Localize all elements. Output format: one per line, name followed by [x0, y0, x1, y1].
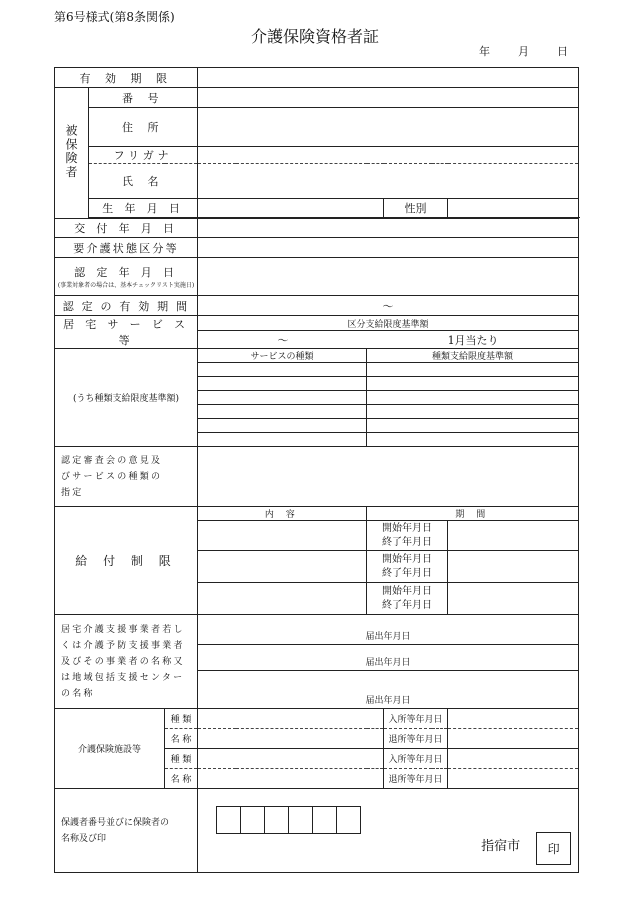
admission-date-field[interactable]: [448, 709, 579, 729]
insurer-number-boxes[interactable]: [216, 806, 578, 834]
facility-name-field[interactable]: [198, 769, 384, 789]
date-year-label: 年: [479, 45, 490, 58]
insurer-city-name: 指宿市: [481, 839, 521, 854]
committee-opinion-label: 認定審査会の意見及びサービスの種類の指定: [55, 447, 198, 507]
type-limit-amount-cell[interactable]: [367, 363, 579, 377]
benefit-content-cell[interactable]: [198, 521, 367, 551]
facility-name-field[interactable]: [198, 729, 384, 749]
date-day-label: 日: [557, 45, 568, 58]
admission-date-field[interactable]: [448, 749, 579, 769]
type-limit-amount-cell[interactable]: [367, 405, 579, 419]
type-limit-amount-cell[interactable]: [367, 377, 579, 391]
service-type-header: サービスの種類: [198, 349, 367, 363]
facility-kind-label: 種 類: [165, 749, 198, 769]
cert-date-label: 認 定 年 月 日 (事業対象者の場合は、基本チェックリスト実施日): [55, 258, 198, 296]
furigana-label: フリガナ: [89, 147, 198, 164]
cert-period-tilde: ～: [382, 299, 394, 313]
facility-name-label: 名 称: [165, 729, 198, 749]
insured-group-label: 被保険者: [55, 88, 89, 219]
period-header: 期 間: [367, 507, 579, 521]
number-label: 番 号: [89, 88, 198, 108]
notify-date-row[interactable]: 届出年月日: [198, 671, 579, 709]
discharge-date-field[interactable]: [448, 769, 579, 789]
cert-date-note: (事業対象者の場合は、基本チェックリスト実施日): [57, 282, 195, 289]
cert-date-field[interactable]: [198, 258, 579, 296]
facility-kind-field[interactable]: [198, 749, 384, 769]
facility-name-label: 名 称: [165, 769, 198, 789]
notify-date-row[interactable]: 届出年月日: [198, 615, 579, 645]
validity-field[interactable]: [198, 68, 579, 88]
form-title: 介護保険資格者証: [250, 27, 379, 46]
issue-date-header: [479, 43, 568, 59]
type-limit-amount-cell[interactable]: [367, 433, 579, 447]
benefit-content-cell[interactable]: [198, 551, 367, 583]
limit-amount-label: 区分支給限度基準額: [198, 316, 579, 331]
insurer-number-box[interactable]: [336, 806, 361, 834]
gender-label: 性別: [384, 199, 448, 218]
admission-date-label: 入所等年月日: [384, 709, 448, 729]
cert-period-field[interactable]: [198, 296, 579, 316]
birthdate-label: 生 年 月 日: [89, 199, 198, 218]
content-header: 内 容: [198, 507, 367, 521]
benefit-date-labels: 開始年月日 終了年月日: [367, 521, 448, 551]
care-level-field[interactable]: [198, 238, 579, 258]
validity-label: 有 効 期 限: [55, 68, 198, 88]
issue-date-label: 交 付 年 月 日: [55, 219, 198, 238]
form-number: 第6号様式(第8条関係): [54, 10, 175, 24]
insurer-field: [198, 789, 579, 873]
facility-label: 介護保険施設等: [55, 709, 165, 789]
discharge-date-label: 退所等年月日: [384, 729, 448, 749]
admission-date-label: 入所等年月日: [384, 749, 448, 769]
insurer-number-box[interactable]: [240, 806, 265, 834]
benefit-date-labels: 開始年月日 終了年月日: [367, 583, 448, 615]
limit-tilde: ～: [277, 333, 289, 347]
service-type-cell[interactable]: [198, 419, 367, 433]
insurer-label: 保護者番号並びに保険者の名称及び印: [55, 789, 198, 873]
furigana-field[interactable]: [198, 147, 579, 164]
support-provider-label: 居宅介護支援事業者若しくは介護予防支援事業者及びその事業者の名称又は地域包括支援センターの名称: [55, 615, 198, 709]
benefit-date-field[interactable]: [448, 583, 579, 615]
care-level-label: 要介護状態区分等: [55, 238, 198, 258]
committee-opinion-field[interactable]: [198, 447, 579, 507]
service-type-cell[interactable]: [198, 363, 367, 377]
facility-kind-label: 種 類: [165, 709, 198, 729]
insurer-number-box[interactable]: [264, 806, 289, 834]
issue-date-field[interactable]: [198, 219, 579, 238]
limit-amount-field[interactable]: [198, 331, 579, 349]
notify-date-row[interactable]: 届出年月日: [198, 645, 579, 671]
address-label: 住 所: [89, 108, 198, 147]
gender-field[interactable]: [448, 199, 579, 218]
date-month-label: 月: [518, 45, 529, 58]
benefit-limit-label: 給 付 制 限: [55, 507, 198, 615]
discharge-date-label: 退所等年月日: [384, 769, 448, 789]
cert-period-label: 認 定 の 有 効 期 間: [55, 296, 198, 316]
insurer-number-box[interactable]: [288, 806, 313, 834]
insurer-number-box[interactable]: [216, 806, 241, 834]
benefit-date-field[interactable]: [448, 521, 579, 551]
insurer-number-box[interactable]: [312, 806, 337, 834]
service-type-cell[interactable]: [198, 433, 367, 447]
benefit-content-cell[interactable]: [198, 583, 367, 615]
service-type-cell[interactable]: [198, 391, 367, 405]
per-month-label: 1月当たり: [447, 333, 499, 347]
name-field[interactable]: [198, 164, 579, 199]
type-limit-amount-header: 種類支給限度基準額: [367, 349, 579, 363]
discharge-date-field[interactable]: [448, 729, 579, 749]
service-type-cell[interactable]: [198, 405, 367, 419]
type-limit-label: (うち種類支給限度基準額): [55, 349, 198, 447]
benefit-date-field[interactable]: [448, 551, 579, 583]
service-type-cell[interactable]: [198, 377, 367, 391]
address-field[interactable]: [198, 108, 579, 147]
benefit-date-labels: 開始年月日 終了年月日: [367, 551, 448, 583]
seal-box: 印: [536, 832, 571, 865]
type-limit-amount-cell[interactable]: [367, 419, 579, 433]
birthdate-field[interactable]: [198, 199, 384, 218]
certificate-form: [54, 67, 579, 873]
type-limit-amount-cell[interactable]: [367, 391, 579, 405]
number-field[interactable]: [198, 88, 579, 108]
name-label: 氏 名: [89, 164, 198, 199]
home-service-label: 居 宅 サ ー ビ ス 等: [55, 316, 198, 349]
facility-kind-field[interactable]: [198, 709, 384, 729]
